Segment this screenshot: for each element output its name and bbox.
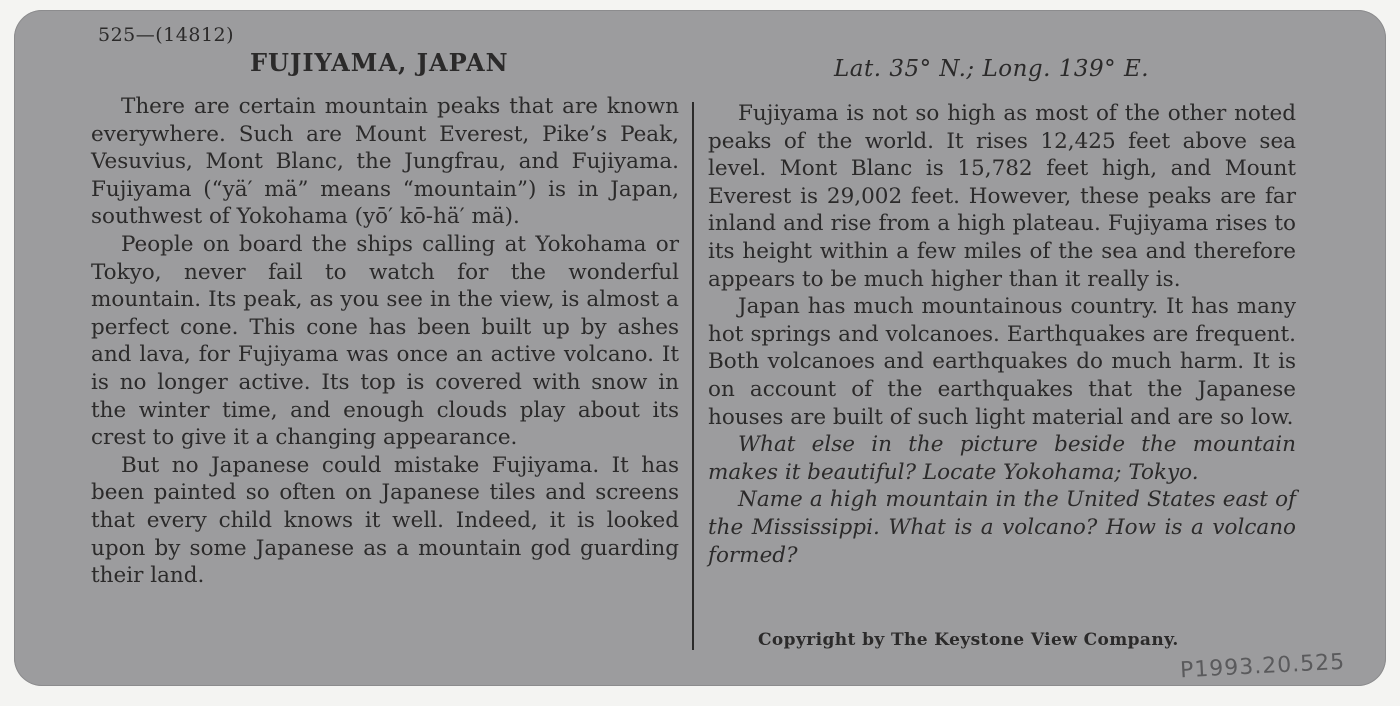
coordinates: Lat. 35° N.; Long. 139° E. (834, 56, 1150, 82)
right-column (708, 100, 1296, 569)
paragraph: Fujiyama is not so high as most of the other noted peaks of the world. It rises 12,425 feet above sea level. Mont Blanc is 15,782 feet high, and Mount Everest is 29,002 feet. However, these peaks are far inland and rise from a high plateau. Fujiyama rises to its height within a few miles of the sea and therefore appears to be much higher than it really is. (708, 101, 1296, 292)
paragraph: People on board the ships calling at Yokohama or Tokyo, never fail to watch for the wonderful mountain. Its peak, as you see in the view, is almost a perfect cone. This cone has been built up by ashes and lava, for Fujiyama was once an active volcano. It is no longer active. Its top is covered with snow in the winter time, and enough clouds play about its crest to give it a changing appearance. (91, 231, 679, 451)
card-title: FUJIYAMA, JAPAN (250, 48, 509, 77)
catalog-number: 525—(14812) (98, 24, 235, 46)
paragraph: There are certain mountain peaks that are known everywhere. Such are Mount Everest, Pike’s Peak, Vesuvius, Mont Blanc, the Jungfrau, and Fujiyama. Fujiyama (“yä′ mä” means “mountain”) is in Japan, southwest of Yokohama (yō′ kō-hä′ mä). (91, 94, 679, 230)
column-divider (692, 102, 694, 650)
stereograph-card-back (14, 10, 1386, 686)
accession-number: P1993.20.525 (1179, 649, 1346, 684)
left-column (91, 93, 679, 590)
copyright-notice: Copyright by The Keystone View Company. (758, 630, 1179, 650)
paragraph: But no Japanese could mistake Fujiyama. It has been painted so often on Japanese tiles and screens that every child knows it well. Indeed, it is looked upon by some Japanese as a mountain god guarding their land. (91, 452, 679, 589)
study-question: What else in the picture beside the mountain makes it beautiful? Locate Yokohama; Tokyo. (708, 432, 1296, 485)
study-question: Name a high mountain in the United States east of the Mississippi. What is a volcano? How is a volcano formed? (708, 487, 1296, 568)
paragraph: Japan has much mountainous country. It has many hot springs and volcanoes. Earthquakes are frequent. Both volcanoes and earthquakes do much harm. It is on account of the earthquakes that the Japanese houses are built of such light material and are so low. (708, 294, 1296, 430)
